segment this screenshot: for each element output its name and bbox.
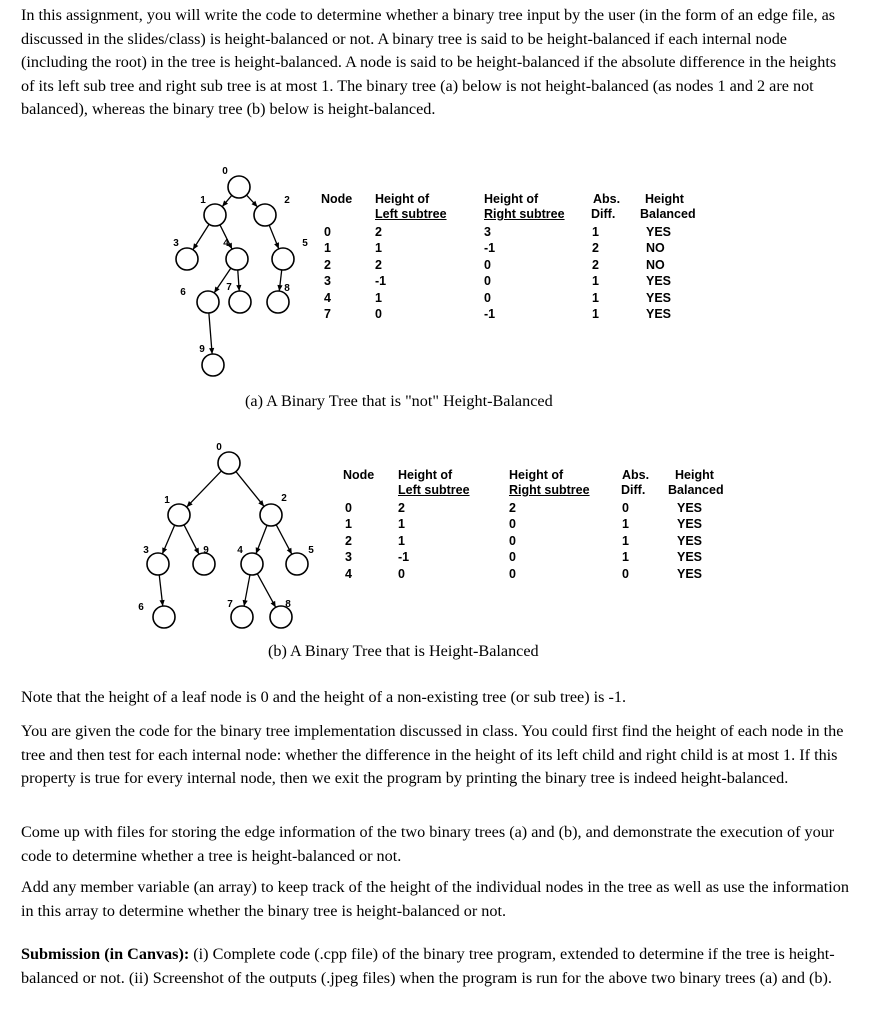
tree-node-label: 0 (222, 166, 228, 177)
tree-node-label: 3 (143, 545, 149, 556)
header-left-2: Left subtree (375, 207, 447, 221)
table-cell-diff: 1 (592, 307, 599, 322)
table-cell-left: 2 (398, 501, 405, 515)
header-right-2: Right subtree (509, 483, 590, 497)
tree-node (153, 606, 175, 628)
table-cell-right: 3 (484, 225, 491, 239)
member-paragraph: Add any member variable (an array) to keep track of the height of the individual nodes in the tree as well as use the information in this array to determine whether the binary tree is height-balanced or not. (21, 878, 849, 920)
table-cell-node: 1 (324, 241, 331, 256)
header-left-1: Height of (375, 192, 430, 206)
given-paragraph: You are given the code for the binary tree implementation discussed in class. You could first find the height of each node in the tree and then test for each internal node: whether the difference in the height of its left child and right child is at most 1. If this property is true for every internal node, then we exit the program by printing the binary tree is indeed height-balanced. (21, 722, 844, 787)
tree-node-label: 0 (216, 442, 222, 453)
table-cell-diff: 1 (622, 533, 629, 548)
table-cell-node: 0 (324, 225, 331, 239)
header-bal-2: Balanced (640, 207, 696, 221)
tree-node-label: 2 (281, 493, 287, 504)
table-cell-bal: YES (646, 225, 672, 239)
header-right-1: Height of (484, 192, 539, 206)
table-cell-left: 0 (375, 307, 382, 322)
table-cell-node: 4 (324, 290, 331, 305)
table-cell-bal: YES (677, 501, 703, 515)
table-cell-left: 1 (398, 533, 405, 548)
col-node-b (343, 468, 374, 582)
table-cell-bal: YES (646, 307, 672, 322)
header-diff-1: Abs. (622, 468, 650, 482)
note-paragraph: Note that the height of a leaf node is 0 and the height of a non-existing tree (or sub tree) is -1. (21, 688, 627, 706)
table-cell-left: 1 (398, 517, 405, 532)
col-left-a (375, 192, 447, 322)
table-cell-bal: NO (646, 241, 665, 256)
tree-node-label: 7 (227, 599, 233, 610)
table-cell-left: -1 (398, 550, 410, 565)
table-cell-right: -1 (484, 241, 496, 256)
table-cell-node: 3 (345, 550, 352, 565)
table-cell-left: 1 (375, 290, 382, 305)
header-diff-2: Diff. (621, 483, 646, 497)
table-cell-right: 0 (509, 550, 516, 565)
table-cell-node: 7 (324, 307, 331, 322)
figure-b (0, 436, 874, 676)
table-cell-left: 2 (375, 257, 382, 272)
table-cell-right: 0 (484, 290, 491, 305)
col-diff-b (621, 468, 649, 582)
tree-node (231, 606, 253, 628)
table-cell-diff: 2 (592, 241, 599, 256)
table-cell-diff: 1 (622, 517, 629, 532)
header-right-2: Right subtree (484, 207, 565, 221)
tree-node-label: 3 (173, 238, 179, 249)
col-diff-a (591, 192, 620, 322)
table-cell-right: 2 (509, 501, 516, 515)
table-cell-bal: NO (646, 257, 665, 272)
tree-node-label: 9 (203, 545, 209, 556)
table-cell-diff: 1 (592, 274, 599, 289)
tree-node-label: 5 (308, 545, 314, 556)
header-node: Node (343, 468, 375, 482)
figure-a (0, 160, 874, 420)
col-bal-a (640, 192, 696, 322)
table-cell-right: 0 (484, 274, 491, 289)
tree-node-label: 1 (164, 495, 170, 506)
header-left-1: Height of (398, 468, 453, 482)
submission-label: Submission (in Canvas): (21, 945, 190, 963)
tree-node-label: 7 (226, 282, 232, 293)
table-cell-node: 1 (345, 517, 352, 532)
table-cell-right: 0 (484, 257, 491, 272)
files-paragraph: Come up with files for storing the edge information of the two binary trees (a) and (b), and demonstrate the execution of your code to determine whether a tree is height-balanced or not. (21, 823, 835, 865)
table-cell-diff: 0 (622, 566, 629, 581)
table-cell-bal: YES (677, 566, 703, 581)
header-left-2: Left subtree (398, 483, 470, 497)
col-node-a (321, 192, 352, 322)
tree-node-label: 6 (138, 602, 144, 613)
tree-node-label: 2 (284, 195, 290, 206)
table-a (0, 192, 874, 362)
col-bal-b (668, 468, 724, 582)
table-cell-node: 0 (345, 501, 352, 515)
header-diff-1: Abs. (593, 192, 621, 206)
table-cell-diff: 1 (622, 550, 629, 565)
table-cell-left: 2 (375, 225, 382, 239)
table-cell-left: 0 (398, 566, 405, 581)
submission-text: (i) Complete code (.cpp file) of the binary tree program, extended to determine if the tree is height-balanced or not. (ii) Screenshot of the outputs (.jpeg files) when the program is run for the above two binary trees (a) and (b). (21, 945, 835, 987)
caption-a: (a) A Binary Tree that is "not" Height-Balanced (245, 392, 553, 410)
header-bal-1: Height (645, 192, 684, 206)
table-cell-right: 0 (509, 517, 516, 532)
caption-b: (b) A Binary Tree that is Height-Balanced (268, 642, 539, 660)
tree-node-label: 6 (180, 287, 186, 298)
table-cell-diff: 1 (592, 290, 599, 305)
table-cell-diff: 1 (592, 225, 599, 239)
table-cell-bal: YES (677, 533, 703, 548)
table-cell-node: 2 (324, 257, 331, 272)
tree-node-label: 4 (237, 545, 243, 556)
table-cell-bal: YES (646, 290, 672, 305)
tree-node-label: 4 (223, 238, 229, 249)
tree-node-label: 1 (200, 195, 206, 206)
intro-paragraph: In this assignment, you will write the code to determine whether a binary tree input by the user (in the form of an edge file, as discussed in the slides/class) is height-balanced or not. A binary tree is said to be height-balanced if each internal node (including the root) in the tree is height-balanced. A node is said to be height-balanced if the absolute difference in the heights of its left sub tree and right sub tree is at most 1. The binary tree (a) below is not height-balanced (as nodes 1 and 2 are not balanced), whereas the binary tree (b) below is height-balanced. (21, 6, 837, 118)
table-cell-node: 2 (345, 533, 352, 548)
header-bal-2: Balanced (668, 483, 724, 497)
table-cell-bal: YES (677, 517, 703, 532)
table-cell-diff: 2 (592, 257, 599, 272)
table-cell-right: -1 (484, 307, 496, 322)
tree-node-label: 8 (284, 283, 290, 294)
submission-paragraph (21, 943, 853, 990)
table-cell-left: -1 (375, 274, 387, 289)
header-node: Node (321, 192, 353, 206)
tree-node-label: 5 (302, 238, 308, 249)
header-bal-1: Height (675, 468, 714, 482)
col-right-b (509, 468, 590, 582)
table-cell-diff: 0 (622, 501, 629, 515)
header-diff-2: Diff. (591, 207, 616, 221)
table-cell-node: 3 (324, 274, 331, 289)
col-right-a (484, 192, 565, 322)
table-cell-bal: YES (646, 274, 672, 289)
tree-node-label: 9 (199, 344, 205, 355)
header-right-1: Height of (509, 468, 564, 482)
table-cell-right: 0 (509, 566, 516, 581)
table-cell-right: 0 (509, 533, 516, 548)
col-left-b (398, 468, 470, 582)
table-cell-bal: YES (677, 550, 703, 565)
table-cell-node: 4 (345, 566, 352, 581)
table-b (0, 468, 874, 608)
tree-node-label: 8 (285, 599, 291, 610)
table-cell-left: 1 (375, 241, 382, 256)
